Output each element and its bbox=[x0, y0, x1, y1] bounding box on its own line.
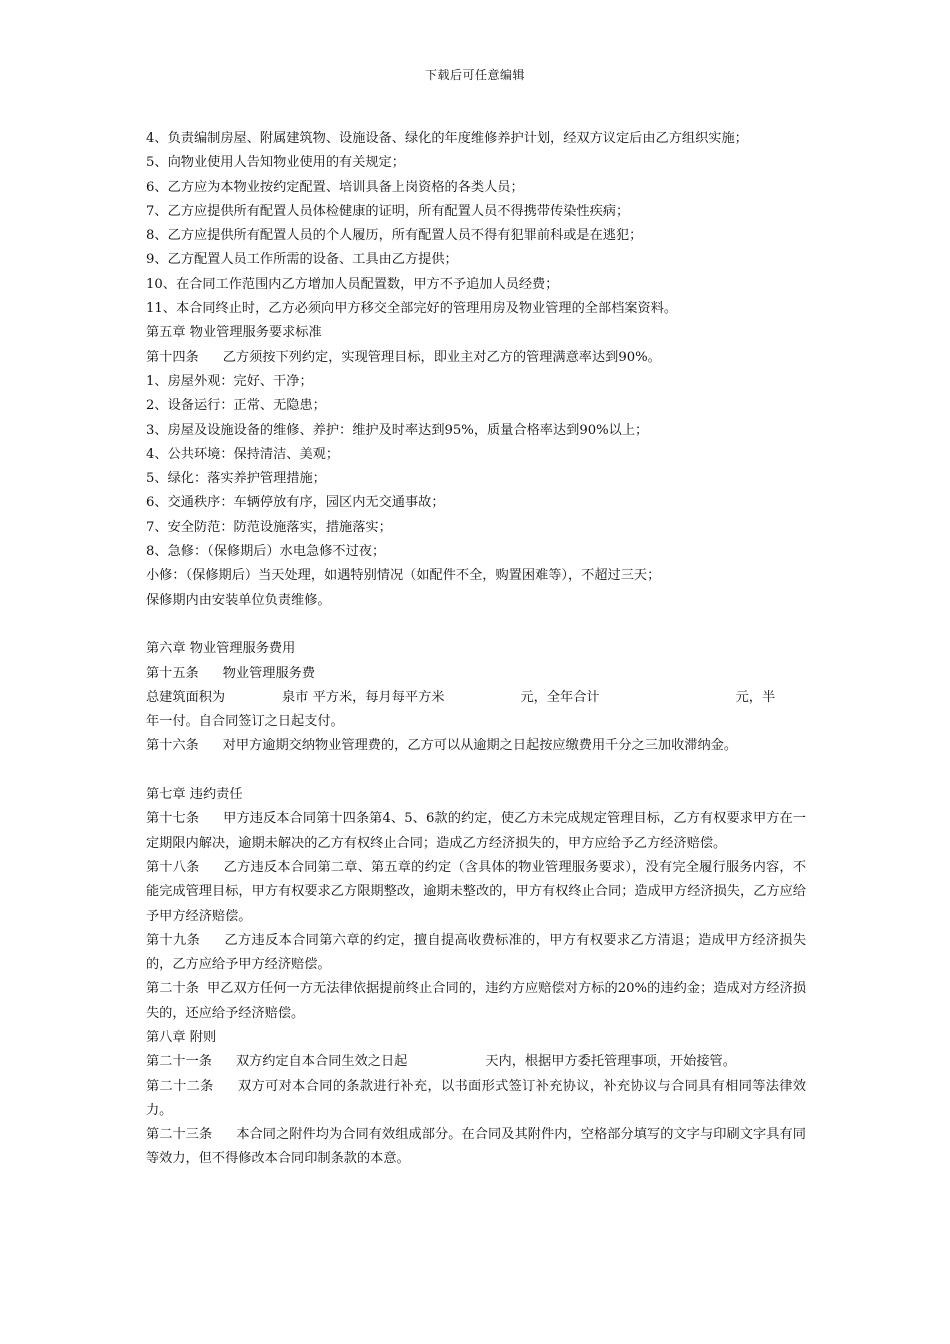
document-body bbox=[146, 127, 806, 1172]
article-text: 天内，根据甲方委托管理事项，开始接管。 bbox=[485, 1054, 736, 1070]
fee-part: 总建筑面积为 bbox=[146, 689, 226, 705]
chapter-heading: 第六章 物业管理服务费用 bbox=[146, 641, 296, 657]
list-item: 保修期内由安装单位负责维修。 bbox=[146, 592, 331, 608]
article bbox=[146, 734, 806, 758]
chapter-heading: 第八章 附则 bbox=[146, 1029, 217, 1045]
article-label: 第十九条 bbox=[146, 932, 201, 948]
list-item: 5、绿化：落实养护管理措施； bbox=[146, 471, 326, 487]
article-text: 双方可对本合同的条款进行补充，以书面形式签订补充协议，补充协议与合同具有相同等法律效力。 bbox=[146, 1078, 807, 1118]
article-text: 甲方违反本合同第十四条第4、5、6款的约定，使乙方未完成规定管理目标，乙方有权要求甲方在一定期限内解决，逾期未解决的乙方有权终止合同；造成乙方经济损失的，甲方应给予乙方经济赔偿。 bbox=[146, 811, 806, 851]
article-label: 第二十一条 bbox=[146, 1054, 212, 1070]
list-item: 10、在合同工作范围内乙方增加人员配置数，甲方不予追加人员经费； bbox=[146, 276, 559, 292]
list-item: 9、乙方配置人员工作所需的设备、工具由乙方提供； bbox=[146, 252, 458, 268]
article bbox=[146, 1075, 806, 1124]
article-text: 乙方违反本合同第二章、第五章的约定（含具体的物业管理服务要求），没有完全履行服务内容，不能完成管理目标，甲方有权要求乙方限期整改，逾期未整改的，甲方有权终止合同；造成甲方经济损失，乙方应给予甲方经济赔偿。 bbox=[146, 859, 807, 924]
list-item: 11、本合同终止时，乙方必须向甲方移交全部完好的管理用房及物业管理的全部档案资料。 bbox=[146, 301, 678, 317]
list-item: 2、设备运行：正常、无隐患； bbox=[146, 398, 326, 414]
fee-part: 元，全年合计 bbox=[520, 689, 600, 705]
fee-line bbox=[146, 686, 806, 710]
list-item: 7、安全防范：防范设施落实，措施落实； bbox=[146, 519, 392, 535]
list-item: 3、房屋及设施设备的维修、养护：维护及时率达到95%，质量合格率达到90%以上； bbox=[146, 422, 649, 438]
list-item: 6、交通秩序：车辆停放有序，园区内无交通事故； bbox=[146, 495, 445, 511]
list-item: 7、乙方应提供所有配置人员体检健康的证明，所有配置人员不得携带传染性疾病； bbox=[146, 203, 630, 219]
list-item: 1、房屋外观：完好、干净； bbox=[146, 373, 313, 389]
list-item: 4、公共环境：保持清洁、美观； bbox=[146, 446, 340, 462]
list-item: 5、向物业使用人告知物业使用的有关规定； bbox=[146, 155, 405, 171]
article-label: 第二十三条 bbox=[146, 1127, 213, 1143]
article bbox=[146, 977, 806, 1026]
page-header: 下载后可任意编辑 bbox=[424, 68, 525, 82]
chapter-heading: 第七章 违约责任 bbox=[146, 787, 243, 803]
article bbox=[146, 346, 806, 370]
article-label: 第十七条 bbox=[146, 811, 200, 827]
article-label: 第二十条 bbox=[146, 981, 199, 997]
article-text: 对甲方逾期交纳物业管理费的，乙方可以从逾期之日起按应缴费用千分之三加收滞纳金。 bbox=[222, 738, 738, 754]
list-item: 4、负责编制房屋、附属建筑物、设施设备、绿化的年度维修养护计划，经双方议定后由乙方组织实施； bbox=[146, 131, 748, 146]
list-item: 小修：（保修期后）当天处理，如遇特别情况（如配件不全，购置困难等），不超过三天； bbox=[146, 568, 661, 584]
article bbox=[146, 662, 806, 686]
article bbox=[146, 807, 806, 856]
article-label: 第十五条 bbox=[146, 665, 199, 681]
fee-part: 泉市 平方米，每月每平方米 bbox=[282, 689, 445, 705]
article bbox=[146, 1123, 806, 1172]
article bbox=[146, 856, 806, 929]
article-text: 乙方违反本合同第六章的约定，擅自提高收费标准的，甲方有权要求乙方清退；造成甲方经济损失的，乙方应给予甲方经济赔偿。 bbox=[146, 932, 807, 973]
article-text: 甲乙双方任何一方无法律依据提前终止合同的，违约方应赔偿对方标的20%的违约金；造成对方经济损失的，还应给予经济赔偿。 bbox=[146, 981, 807, 1021]
article-text: 本合同之附件均为合同有效组成部分。在合同及其附件内，空格部分填写的文字与印刷文字具有同等效力，但不得修改本合同印制条款的本意。 bbox=[146, 1127, 806, 1167]
fee-line: 年一付。自合同签订之日起支付。 bbox=[146, 714, 344, 730]
article-label: 第十八条 bbox=[146, 859, 200, 875]
list-item: 6、乙方应为本物业按约定配置、培训具备上岗资格的各类人员； bbox=[146, 179, 524, 195]
list-item: 8、乙方应提供所有配置人员的个人履历，所有配置人员不得有犯罪前科或是在逃犯； bbox=[146, 228, 643, 244]
article-label: 第二十二条 bbox=[146, 1078, 214, 1094]
chapter-heading: 第五章 物业管理服务要求标准 bbox=[146, 325, 322, 341]
list-item: 8、急修：（保修期后）水电急修不过夜； bbox=[146, 544, 386, 560]
article-text: 乙方须按下列约定，实现管理目标，即业主对乙方的管理满意率达到90%。 bbox=[222, 349, 661, 365]
fee-part: 元，半 bbox=[735, 689, 776, 705]
article-text: 双方约定自本合同生效之日起 bbox=[235, 1054, 408, 1070]
article-label: 第十四条 bbox=[146, 349, 199, 365]
article-label: 第十六条 bbox=[146, 738, 199, 754]
article-text: 物业管理服务费 bbox=[222, 665, 316, 681]
article bbox=[146, 1050, 806, 1074]
article bbox=[146, 929, 806, 978]
